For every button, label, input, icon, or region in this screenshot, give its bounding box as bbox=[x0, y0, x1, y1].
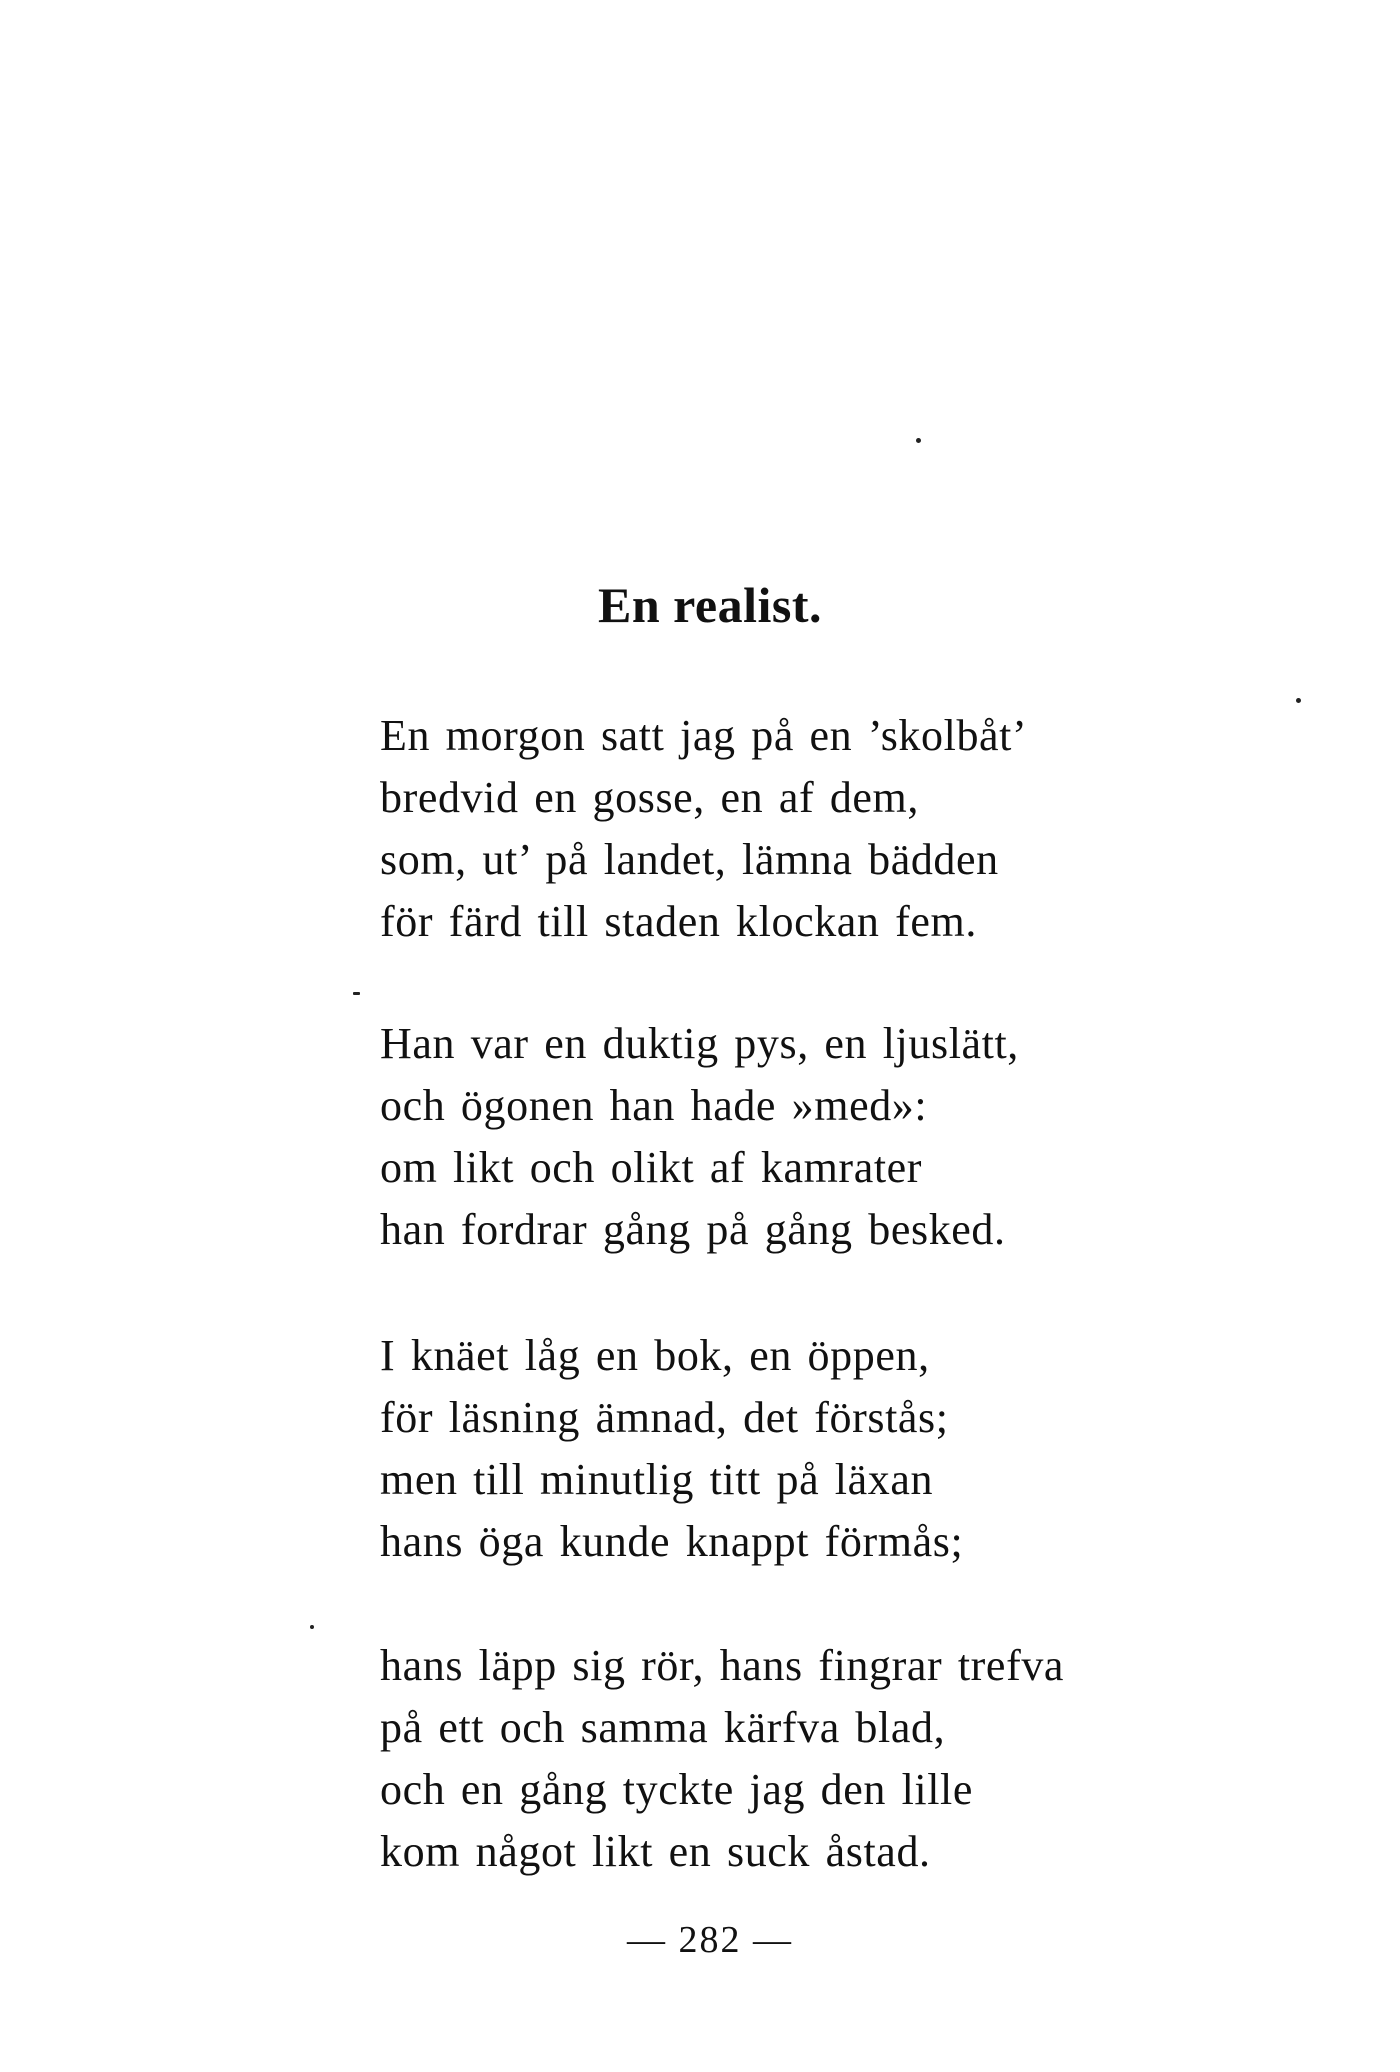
page-number: — 282 — bbox=[627, 1919, 793, 1961]
verse-line: bredvid en gosse, en af dem, bbox=[380, 773, 919, 822]
scan-speck bbox=[353, 992, 360, 995]
verse-line: hans öga kunde knappt förmås; bbox=[380, 1517, 964, 1566]
scan-speck bbox=[310, 1625, 314, 1629]
verse-line: hans läpp sig rör, hans fingrar trefva bbox=[380, 1641, 1065, 1690]
verse-line: han fordrar gång på gång besked. bbox=[380, 1205, 1006, 1254]
verse-line: och ögonen han hade »med»: bbox=[380, 1081, 928, 1130]
stanza-4 bbox=[380, 1635, 1200, 1883]
verse-line: kom något likt en suck åstad. bbox=[380, 1827, 931, 1876]
verse-line: I knäet låg en bok, en öppen, bbox=[380, 1331, 930, 1380]
verse-line: och en gång tyckte jag den lille bbox=[380, 1765, 974, 1814]
verse-line: som, ut’ på landet, lämna bädden bbox=[380, 835, 999, 884]
verse-line: för läsning ämnad, det förstås; bbox=[380, 1393, 949, 1442]
verse-line: Han var en duktig pys, en ljuslätt, bbox=[380, 1019, 1019, 1068]
verse-line: men till minutlig titt på läxan bbox=[380, 1455, 934, 1504]
verse-line: En morgon satt jag på en ’skolbåt’ bbox=[380, 711, 1028, 760]
stanza-2 bbox=[380, 1013, 1200, 1261]
poem-title: En realist. bbox=[597, 577, 823, 633]
scan-speck bbox=[1296, 698, 1301, 703]
verse-line: för färd till staden klockan fem. bbox=[380, 897, 977, 946]
verse-line: på ett och samma kärfva blad, bbox=[380, 1703, 946, 1752]
scan-speck bbox=[916, 438, 921, 443]
stanza-1 bbox=[380, 705, 1200, 953]
verse-line: om likt och olikt af kamrater bbox=[380, 1143, 923, 1192]
stanza-3 bbox=[380, 1325, 1200, 1573]
